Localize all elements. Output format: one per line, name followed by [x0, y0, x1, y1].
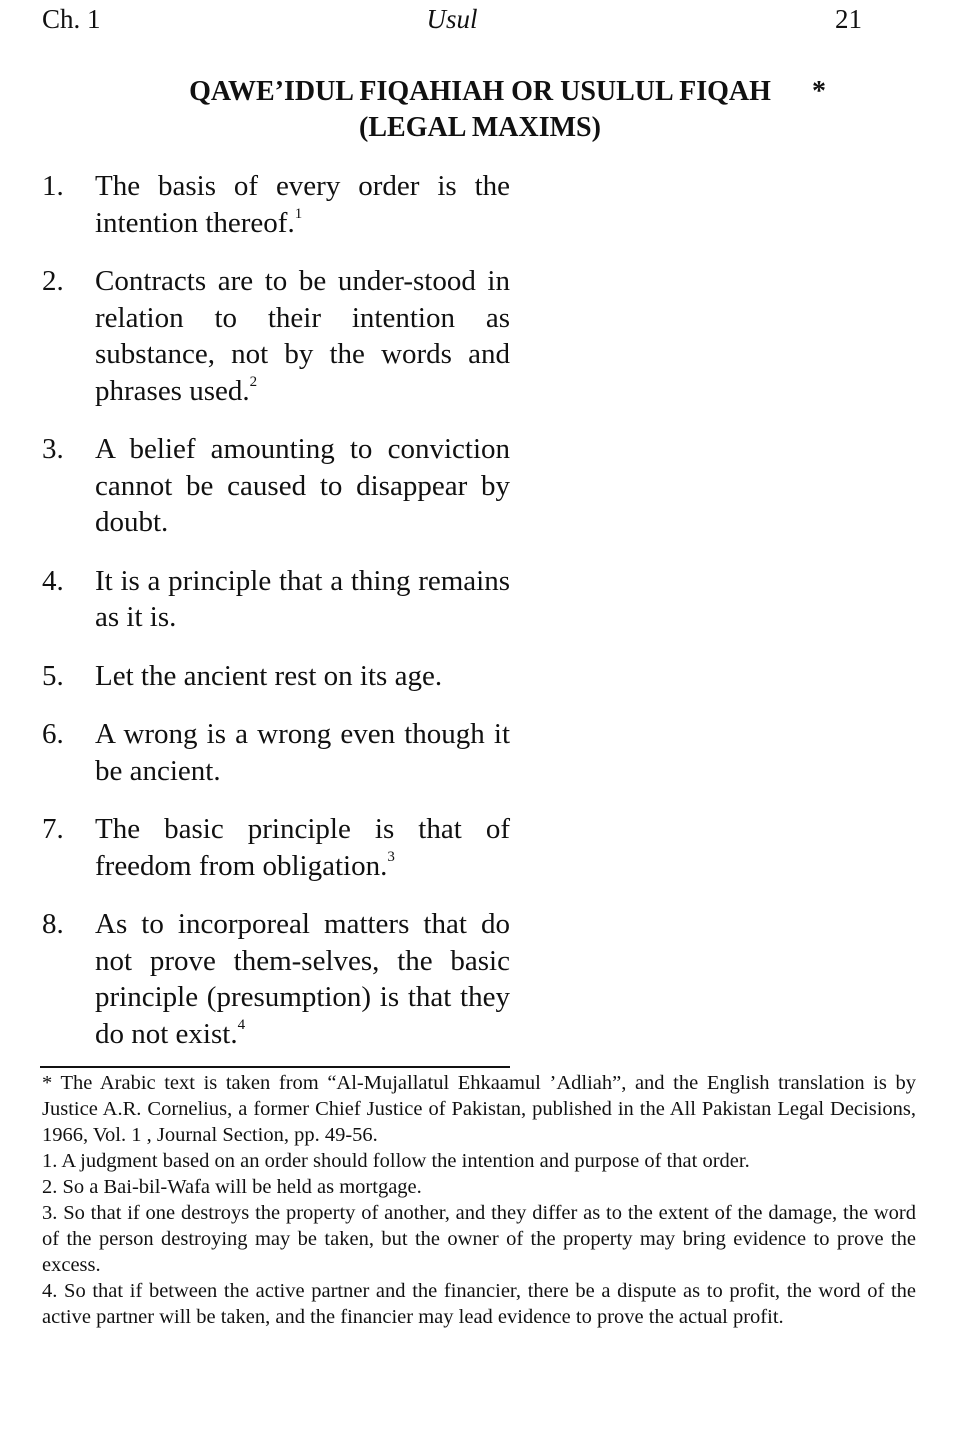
footnote-ref: 1	[294, 205, 303, 222]
heading-footnote-marker: *	[812, 76, 826, 107]
maxim-text: A belief amounting to conviction cannot be caused to disappear by doubt.	[95, 433, 510, 538]
maxim-item	[40, 431, 510, 541]
maxim-item	[40, 563, 510, 636]
maxim-number: 7.	[42, 813, 64, 845]
footnote-4: 4. So that if between the active partner and the financier, there be a dispute as to profit, the word of the active partner will be taken, and the financier may lead evidence to prove the actual profit.	[42, 1280, 916, 1328]
maxim-text: As to incorporeal matters that do not prove them-selves, the basic principle (presumption) is that they do not exist.	[95, 908, 510, 1050]
footnote-ref: 3	[387, 848, 395, 865]
maxim-number: 1.	[42, 170, 64, 202]
footnotes	[42, 1070, 916, 1330]
heading-line-1: QAWE’IDUL FIQAHIAH OR USULUL FIQAH	[189, 76, 771, 107]
maxim-item	[40, 811, 510, 884]
footnote-star: * The Arabic text is taken from “Al-Mujallatul Ehkaamul ’Adliah”, and the English translation is by Justice A.R. Cornelius, a former Chief Justice of Pakistan, published in the All Pakistan Legal Decisions, 1966, Vol. 1 , Journal Section, pp. 49-56.	[42, 1072, 916, 1146]
footnote-3: 3. So that if one destroys the property of another, and they differ as to the extent of the damage, the word of the person destroying may be taken, but the owner of the property may bring evidence to prove the excess.	[42, 1202, 916, 1276]
maxim-number: 8.	[42, 908, 64, 940]
section-heading	[0, 74, 960, 146]
maxim-number: 5.	[42, 659, 64, 692]
maxim-item	[40, 716, 510, 789]
maxim-item	[40, 168, 510, 241]
footnote-1: 1. A judgment based on an order should follow the intention and purpose of that order.	[42, 1150, 750, 1172]
heading-line-2: (LEGAL MAXIMS)	[359, 112, 601, 143]
chapter-label: Ch. 1	[42, 4, 101, 34]
maxim-text: Contracts are to be under-stood in relation to their intention as substance, not by the words and phrases used.	[95, 265, 510, 407]
page-number: 21	[835, 4, 862, 34]
maxim-text: The basis of every order is the intention thereof.	[95, 170, 510, 239]
maxim-text: The basic principle is that of freedom from obligation.	[95, 813, 510, 882]
maxim-number: 6.	[42, 718, 64, 750]
maxim-item	[40, 263, 510, 409]
footnote-2: 2. So a Bai-bil-Wafa will be held as mortgage.	[42, 1176, 422, 1198]
running-head	[42, 4, 862, 40]
maxim-text: Let the ancient rest on its age.	[95, 659, 443, 692]
footnote-ref: 4	[237, 1016, 246, 1033]
maxim-item	[40, 658, 510, 695]
maxim-text: A wrong is a wrong even though it be ancient.	[95, 718, 510, 787]
maxim-number: 4.	[42, 564, 64, 597]
running-title: Usul	[426, 4, 478, 34]
footnote-ref: 2	[249, 373, 258, 390]
maxim-item	[40, 906, 510, 1052]
maxims-list	[40, 168, 510, 1074]
maxim-text: It is a principle that a thing remains as it is.	[95, 564, 510, 633]
maxim-number: 3.	[42, 433, 64, 465]
maxim-number: 2.	[42, 265, 64, 297]
footnote-rule	[40, 1066, 510, 1068]
